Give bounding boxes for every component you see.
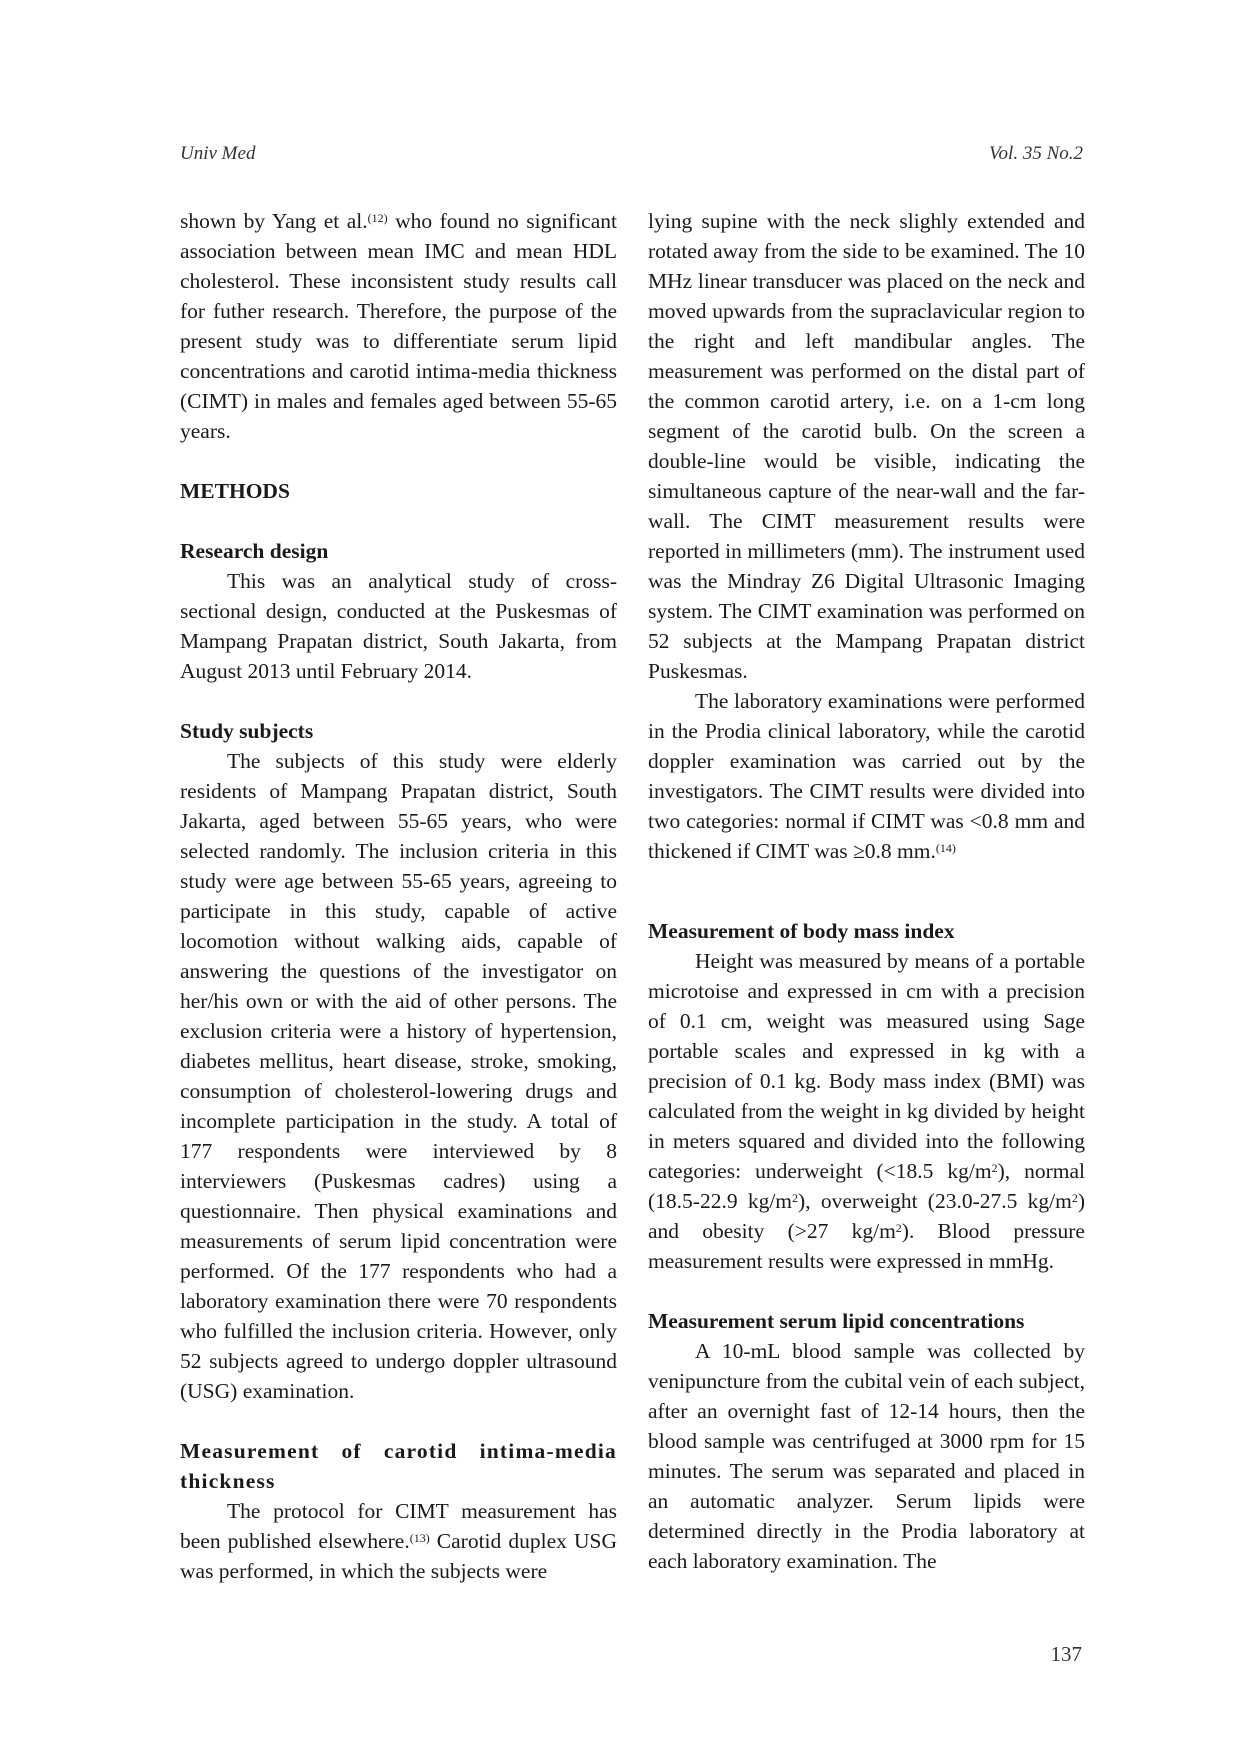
- right-column: [648, 206, 1085, 1576]
- superscript-2: 2: [895, 1221, 902, 1235]
- intro-text-a: shown by Yang et al.: [180, 209, 368, 233]
- superscript-2: 2: [991, 1161, 998, 1175]
- page-number: 137: [1050, 1642, 1082, 1666]
- cimt-text-a: The protocol for CIMT measurement has been published elsewhere.: [180, 1499, 617, 1553]
- lab-text: The laboratory examinations were performed in the Prodia clinical laboratory, while the carotid doppler examination was carried out by the investigators. The CIMT results were divided into two categories: normal if CIMT was <0.8 mm and thickened if CIMT was ≥0.8 mm.: [648, 689, 1085, 863]
- bmi-text-5: ). Blood pressure measurement results were expressed in mmHg.: [648, 1219, 1085, 1273]
- citation-ref: (12): [367, 211, 388, 225]
- study-subjects-paragraph: The subjects of this study were elderly residents of Mampang Prapatan district, South Jakarta, aged between 55-65 years, who were selected randomly. The inclusion criteria in this study were age between 55-65 years, agreeing to participate in this study, capable of active locomotion without walking aids, capable of answering the questions of the investigator on her/his own or with the aid of other persons. The exclusion criteria were a history of hypertension, diabetes mellitus, heart disease, stroke, smoking, consumption of cholesterol-lowering drugs and incomplete participation in the study. A total of 177 respondents were interviewed by 8 interviewers (Puskesmas cadres) using a questionnaire. Then physical examinations and measurements of serum lipid concentration were performed. Of the 177 respondents who had a laboratory examination there were 70 respondents who fulfilled the inclusion criteria. However, only 52 subjects agreed to undergo doppler ultrasound (USG) examination.: [180, 749, 617, 1403]
- bmi-text-1: Height was measured by means of a portable microtoise and expressed in cm with a precision of 0.1 cm, weight was measured using Sage portable scales and expressed in kg with a precision of 0.1 kg. Body mass index (BMI) was calculated from the weight in kg divided by height in meters squared and divided into the following categories: underweight (<18.5 kg/m: [648, 949, 1085, 1183]
- lipid-paragraph: A 10-mL blood sample was collected by venipuncture from the cubital vein of each subject, after an overnight fast of 12-14 hours, then the blood sample was centrifuged at 3000 rpm for 15 minutes. The serum was separated and placed in an automatic analyzer. Serum lipids were determined directly in the Prodia laboratory at each laboratory examination. The: [648, 1339, 1086, 1573]
- superscript-2: 2: [1071, 1191, 1078, 1205]
- research-design-paragraph: This was an analytical study of cross-sectional design, conducted at the Puskesmas of Mampang Prapatan district, South Jakarta, from August 2013 until February 2014.: [180, 569, 617, 683]
- methods-heading: METHODS: [180, 479, 290, 503]
- lipid-heading: Measurement serum lipid concentrations: [648, 1309, 1025, 1333]
- running-header-journal: Univ Med: [180, 143, 256, 164]
- cimt-text-b: Carotid duplex USG was performed, in which the subjects were: [180, 1529, 617, 1583]
- left-column: [180, 206, 617, 1586]
- bmi-paragraph: [648, 946, 1085, 1276]
- lab-paragraph: [648, 686, 1085, 866]
- bmi-text-4: ) and obesity (>27 kg/m: [648, 1189, 1085, 1243]
- cimt-heading: Measurement of carotid intima-media thickness: [180, 1439, 617, 1493]
- study-subjects-heading: Study subjects: [180, 719, 314, 743]
- cimt-paragraph: [180, 1496, 617, 1586]
- citation-ref: (13): [409, 1531, 430, 1545]
- running-header-volume: Vol. 35 No.2: [989, 143, 1083, 164]
- superscript-2: 2: [792, 1191, 799, 1205]
- bmi-text-2: ), normal (18.5-22.9 kg/m: [648, 1159, 1085, 1213]
- intro-text-b: who found no significant association between mean IMC and mean HDL cholesterol. These inconsistent study results call for futher research. Therefore, the purpose of the present study was to differentiate serum lipid concentrations and carotid intima-media thickness (CIMT) in males and females aged between 55-65 years.: [180, 209, 617, 443]
- cimt-continued-paragraph: lying supine with the neck slighly extended and rotated away from the side to be examined. The 10 MHz linear transducer was placed on the neck and moved upwards from the supraclavicular region to the right and left mandibular angles. The measurement was performed on the distal part of the common carotid artery, i.e. on a 1-cm long segment of the carotid bulb. On the screen a double-line would be visible, indicating the simultaneous capture of the near-wall and the far-wall. The CIMT measurement results were reported in millimeters (mm). The instrument used was the Mindray Z6 Digital Ultrasonic Imaging system. The CIMT examination was performed on 52 subjects at the Mampang Prapatan district Puskesmas.: [648, 209, 1085, 683]
- citation-ref: (14): [935, 841, 956, 855]
- bmi-heading: Measurement of body mass index: [648, 919, 955, 943]
- intro-paragraph: [180, 206, 617, 446]
- research-design-heading: Research design: [180, 539, 329, 563]
- bmi-text-3: ), overweight (23.0-27.5 kg/m: [798, 1189, 1072, 1213]
